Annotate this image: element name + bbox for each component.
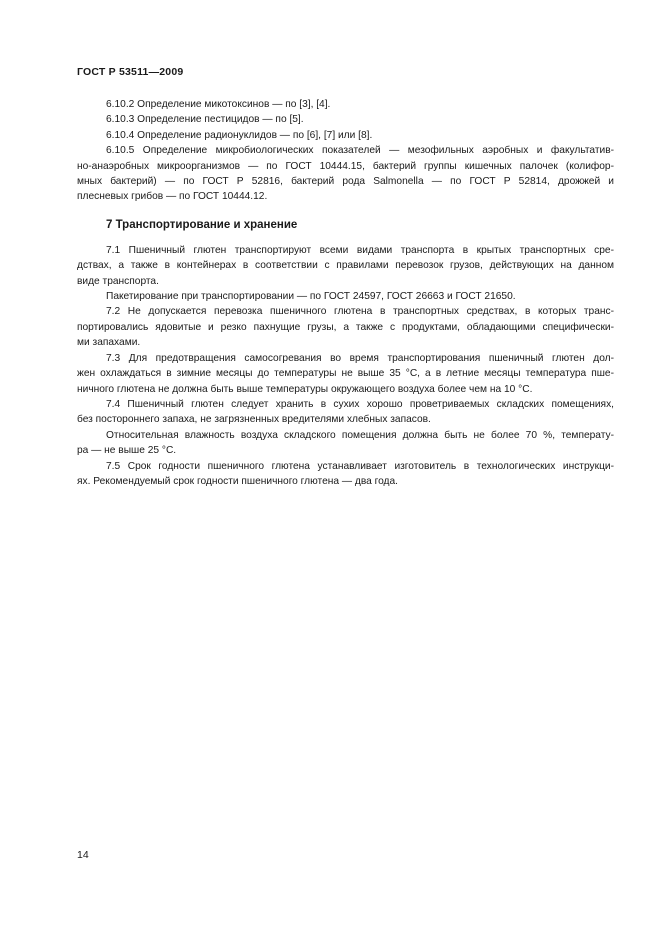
paragraph-7-4 bbox=[77, 397, 614, 428]
paragraph-line: ничного глютена не должна быть выше температуры окружающего воздуха более чем на 10 °С. bbox=[77, 383, 533, 395]
paragraph-line: портировались ядовитые и резко пахнущие грузы, а также с продуктами, обладающими специфически- bbox=[77, 321, 614, 333]
item-6-10-2: 6.10.2 Определение микотоксинов — по [3], [4]. bbox=[106, 99, 331, 110]
page-number: 14 bbox=[77, 849, 89, 861]
paragraph-line: ми запахами. bbox=[77, 337, 141, 349]
paragraph-7-5 bbox=[77, 459, 614, 490]
paragraph-line: 7.3 Для предотвращения самосогревания во время транспортирования пшеничный глютен дол- bbox=[106, 352, 614, 364]
paragraph-line: ях. Рекомендуемый срок годности пшеничного глютена — два года. bbox=[77, 475, 398, 487]
paragraph-line: 7.4 Пшеничный глютен следует хранить в сухих хорошо проветриваемых складских помещениях, bbox=[106, 398, 614, 410]
item-6-10-4: 6.10.4 Определение радионуклидов — по [6], [7] или [8]. bbox=[106, 129, 373, 141]
item-6-10-5-line: но-анаэробных микроорганизмов — по ГОСТ 10444.15, бактерий группы кишечных палочек (колифор- bbox=[77, 160, 614, 172]
paragraph-line: дствах, а также в контейнерах в соответствии с правилами перевозок грузов, действующих на данном bbox=[77, 260, 614, 272]
item-6-10-5 bbox=[77, 143, 614, 205]
paragraph-line: Относительная влажность воздуха складского помещения должна быть не более 70 %, температу- bbox=[106, 429, 614, 441]
item-6-10-5-line: плесневых грибов — по ГОСТ 10444.12. bbox=[77, 191, 268, 203]
section-7-heading: 7 Транспортирование и хранение bbox=[106, 218, 298, 231]
item-6-10-5-line: мных бактерий) — по ГОСТ Р 52816, бактерий рода Salmonella — по ГОСТ Р 52814, дрожжей и bbox=[77, 176, 614, 188]
item-6-10-5-line: 6.10.5 Определение микробиологических показателей — мезофильных аэробных и факультатив- bbox=[106, 145, 614, 157]
paragraph-packaging: Пакетирование при транспортировании — по ГОСТ 24597, ГОСТ 26663 и ГОСТ 21650. bbox=[106, 291, 516, 303]
paragraph-7-2 bbox=[77, 304, 614, 350]
paragraph-7-1 bbox=[77, 243, 614, 289]
paragraph-line: виде транспорта. bbox=[77, 275, 159, 287]
paragraph-line: без постороннего запаха, не загрязненных вредителями хлебных запасов. bbox=[77, 414, 431, 426]
paragraph-7-3 bbox=[77, 351, 614, 397]
page-content bbox=[77, 97, 614, 489]
paragraph-humidity bbox=[77, 428, 614, 459]
paragraph-line: жен охлаждаться в зимние месяцы до температуры не выше 35 °С, а в летние месяцы температура пше- bbox=[77, 368, 614, 380]
document-header: ГОСТ Р 53511—2009 bbox=[77, 66, 184, 78]
paragraph-line: 7.5 Срок годности пшеничного глютена устанавливает изготовитель в технологических инструкци- bbox=[106, 460, 614, 472]
paragraph-line: 7.1 Пшеничный глютен транспортируют всеми видами транспорта в крытых транспортных сре- bbox=[106, 244, 614, 256]
item-6-10-3: 6.10.3 Определение пестицидов — по [5]. bbox=[106, 114, 304, 126]
paragraph-line: 7.2 Не допускается перевозка пшеничного глютена в транспортных средствах, в которых транс- bbox=[106, 306, 614, 318]
paragraph-line: ра — не выше 25 °С. bbox=[77, 445, 177, 457]
